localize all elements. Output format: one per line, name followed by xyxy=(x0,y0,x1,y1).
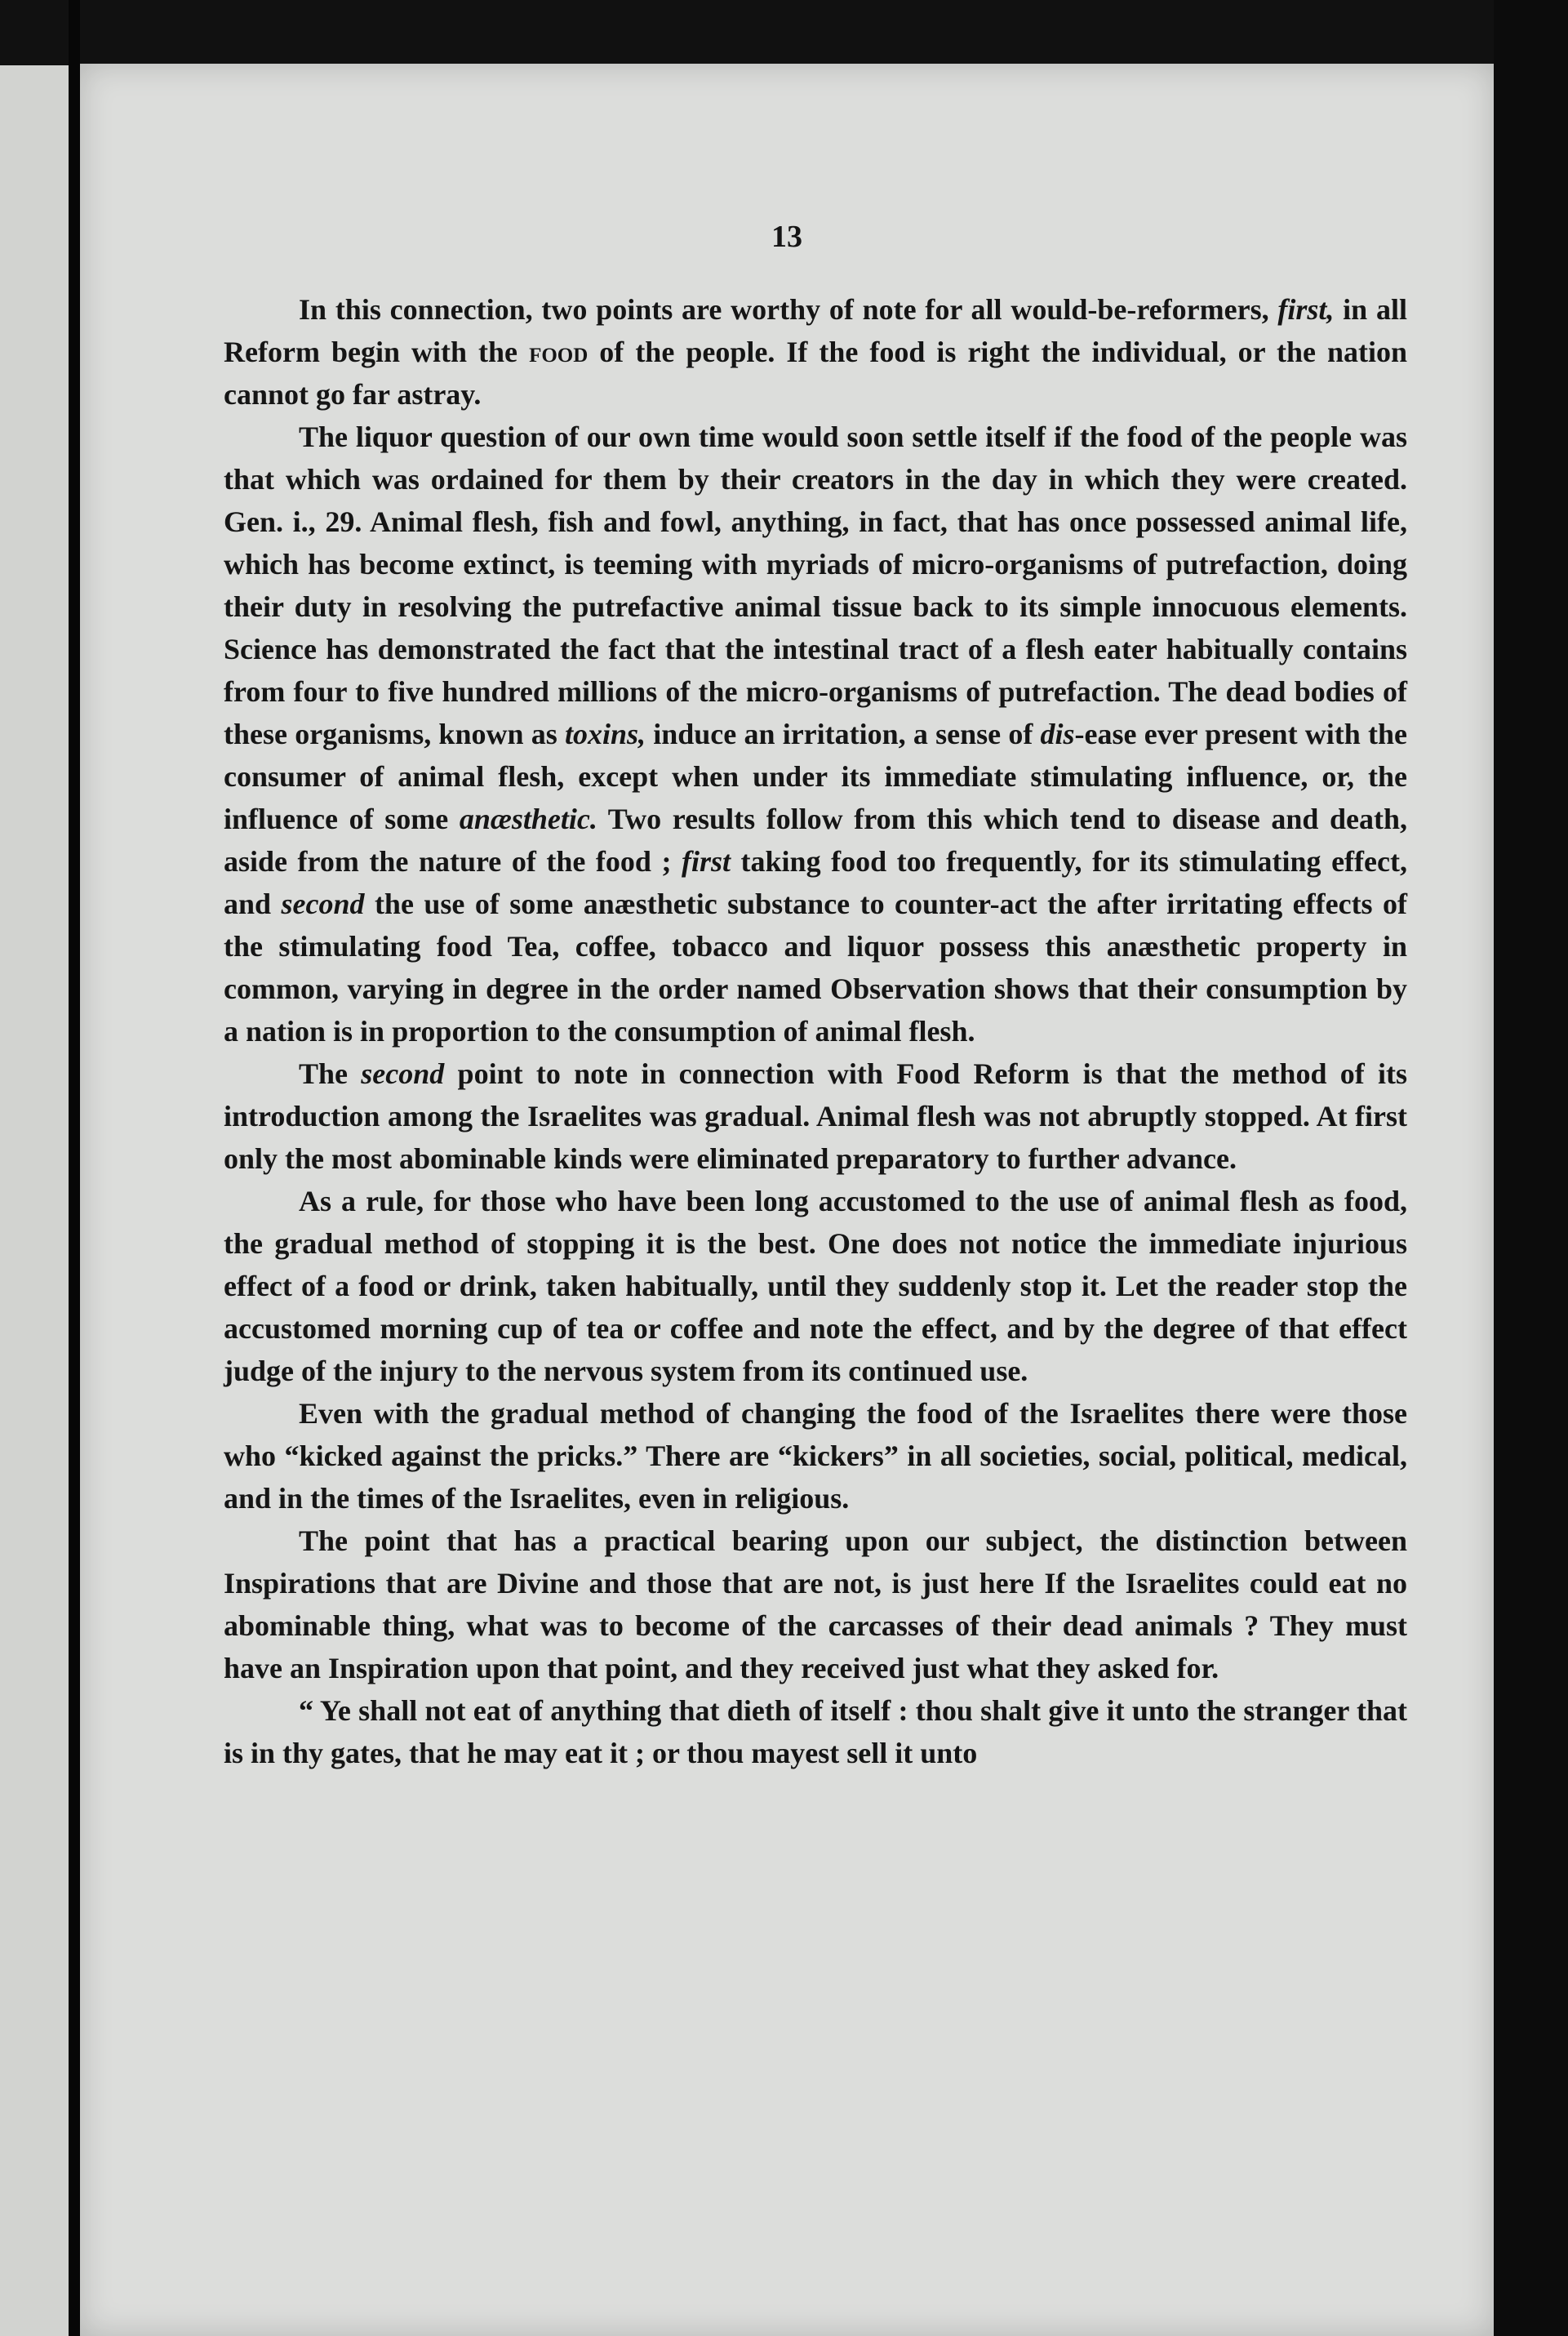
p2-dis-italic: dis xyxy=(1040,718,1075,750)
p2-text-e: taking food too frequently, for its stimulating effect, and xyxy=(224,845,1407,920)
p2-text-f: the use of some anæsthetic substance to counter-act the after irritating effects of the stimulating food Tea, coffee, tobacco and liquor possess this anæsthetic property in common, varying in degree in the order named Observation shows that their consumption by a nation is in proportion to the consumption of animal flesh. xyxy=(224,888,1408,1048)
previous-page-edge xyxy=(0,65,69,2336)
p1-first-italic: first, xyxy=(1277,293,1335,326)
p1-text-b: in all Reform begin with the xyxy=(224,293,1407,368)
p1-text-c: of the people. If the food is right the individual, or the nation cannot go far astray. xyxy=(224,336,1408,411)
book-page xyxy=(80,64,1494,2336)
p3-text-a: The xyxy=(299,1057,362,1090)
paragraph-6: The point that has a practical bearing upon our subject, the distinction between Inspirations that are Divine and those that are not, is just here If the Israelites could eat no abominable thing, what was to become of the carcasses of their dead animals ? They must have an Inspiration upon that point, and they received just what they asked for. xyxy=(224,1524,1407,1684)
paragraph-7: “ Ye shall not eat of anything that dieth of itself : thou shalt give it unto the stranger that is in thy gates, that he may eat it ; or thou mayest sell it unto xyxy=(224,1694,1407,1769)
paragraph-2 xyxy=(224,416,1407,1052)
scan-background-right xyxy=(1494,0,1568,2336)
p1-food-smallcaps: food xyxy=(529,336,589,368)
p2-text-d: Two results follow from this which tend to disease and death, aside from the nature of the food ; xyxy=(224,803,1407,878)
p2-text-a: The liquor question of our own time would soon settle itself if the food of the people was that which was ordained for them by their creators in the day in which they were created. Gen. i., 29. Animal flesh, fish and fowl, anything, in fact, that has once possessed animal life, which has become extinct, is teeming with myriads of micro-organisms of putrefaction, doing their duty in resolving the putrefactive animal tissue back to its simple innocuous elements. Science has demonstrated the fact that the intestinal tract of a flesh eater habitually contains from four to five hundred millions of the micro-organisms of putrefaction. The dead bodies of these organisms, known as xyxy=(224,420,1407,750)
p2-text-c: -ease ever present with the consumer of animal flesh, except when under its immediate stimulating influence, or, the influence of some xyxy=(224,718,1407,835)
book-gutter xyxy=(69,0,80,2336)
p3-second-italic: second xyxy=(361,1057,445,1090)
p3-text-b: point to note in connection with Food Reform is that the method of its introduction among the Israelites was gradual. Animal flesh was not abruptly stopped. At first only the most abominable kinds were eliminated preparatory to further advance. xyxy=(224,1057,1407,1175)
p1-text-a: In this connection, two points are worthy of note for all would-be-reformers, xyxy=(299,293,1278,326)
paragraph-3 xyxy=(224,1052,1407,1180)
paragraph-4: As a rule, for those who have been long accustomed to the use of animal flesh as food, the gradual method of stopping it is the best. One does not notice the immediate injurious effect of a food or drink, taken habitually, until they suddenly stop it. Let the reader stop the accustomed morning cup of tea or coffee and note the effect, and by the degree of that effect judge of the injury to the nervous system from its continued use. xyxy=(224,1185,1407,1387)
p2-text-b: induce an irritation, a sense of xyxy=(646,718,1041,750)
paragraph-1 xyxy=(224,288,1407,416)
paragraph-5: Even with the gradual method of changing the food of the Israelites there were those who “kicked against the pricks.” There are “kickers” in all societies, social, political, medical, and in the times of the Israelites, even in religious. xyxy=(224,1397,1407,1515)
p2-first-italic: first xyxy=(681,845,731,878)
p2-toxins-italic: toxins, xyxy=(564,718,646,750)
page-body xyxy=(224,288,1407,1774)
p2-anaesthetic-italic: anæsthetic. xyxy=(459,803,597,835)
page-number: 13 xyxy=(771,220,802,254)
p2-second-italic: second xyxy=(281,888,365,920)
